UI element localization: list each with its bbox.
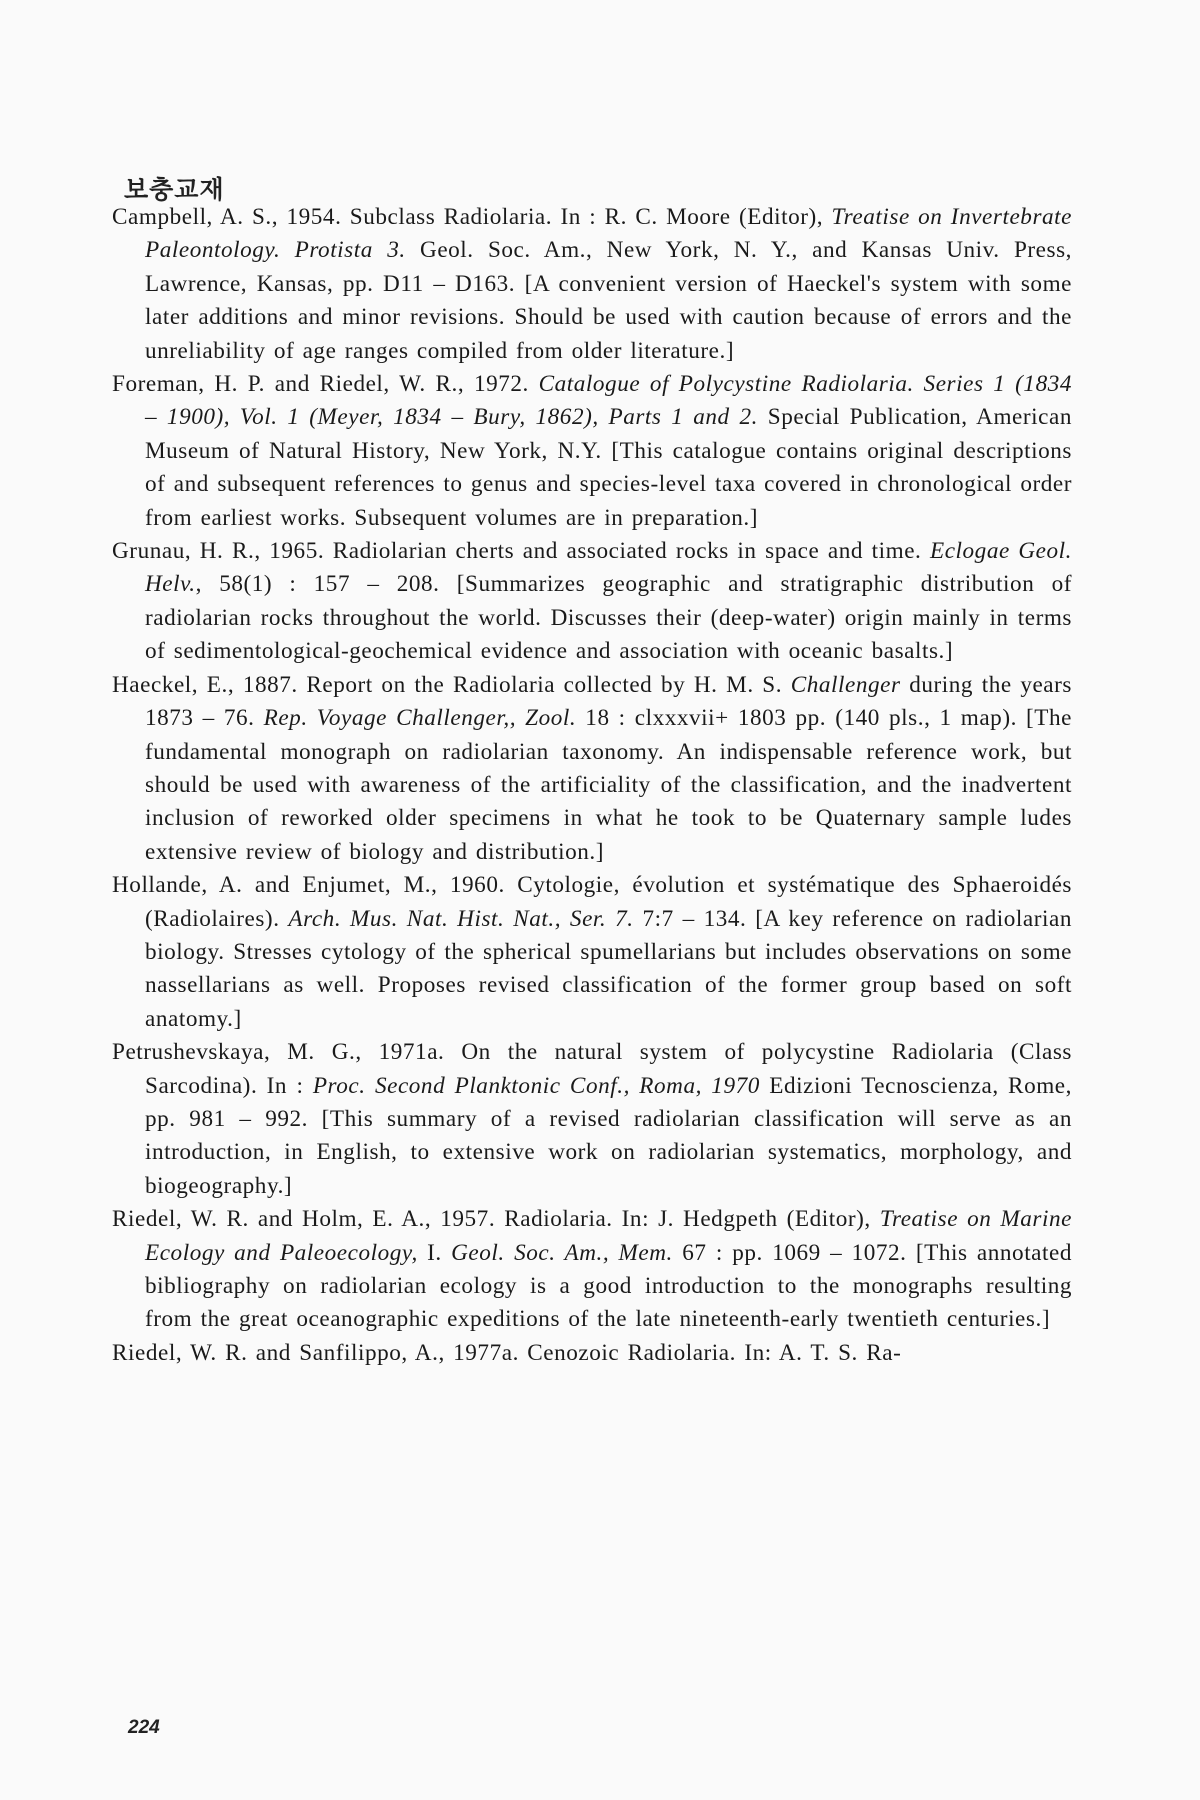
reference-entry (112, 1036, 1072, 1203)
reference-text: , 58(1) : 157 – 208. [Summarizes geographic and stratigraphic distribution of radiolarian rocks throughout the world. Discusses their (deep-water) origin mainly in terms of sedimentological-geochemical evidence and association with oceanic basalts.] (145, 571, 1072, 665)
reference-entry (112, 535, 1072, 669)
reference-entry (112, 1337, 1072, 1370)
reference-entry (112, 669, 1072, 869)
reference-list (112, 201, 1072, 1370)
reference-text: Riedel, W. R. and Sanfilippo, A., 1977a. Cenozoic Radiolaria. In: A. T. S. Ra- (112, 1339, 902, 1366)
reference-text: 67 : pp. 1069 – 1072. [This annotated bibliography on radiolarian ecology is a good introduction to the monographs resulting from the great oceanographic expeditions of the late nineteenth-early twentieth centuries.] (145, 1239, 1072, 1333)
reference-title-italic: Treatise on Invertebrate Paleontology. Protista 3. (145, 204, 1072, 264)
reference-text: Petrushevskaya, M. G., 1971a. On the natural system of polycystine Radiolaria (Class Sarcodina). In : (112, 1039, 1072, 1099)
reference-title-italic: Proc. Second Planktonic Conf., Roma, 1970 (312, 1072, 760, 1099)
reference-text: I. (417, 1239, 452, 1266)
page-number: 224 (128, 1717, 160, 1738)
reference-text: Edizioni Tecnoscienza, Rome, pp. 981 – 992. [This summary of a revised radiolarian classification will serve as an introduction, in English, to extensive work on radiolarian systematics, morphology, and biogeography.] (145, 1072, 1072, 1199)
reference-title-italic: Geol. Soc. Am., Mem. (451, 1239, 673, 1266)
reference-title-italic: Eclogae Geol. Helv. (145, 538, 1072, 598)
reference-text: 18 : clxxxvii+ 1803 pp. (140 pls., 1 map). [The fundamental monograph on radiolarian taxonomy. An indispensable reference work, but should be used with awareness of the artificiality of the classification, and the inadvertent inclusion of reworked older specimens in what he took to be Quaternary sample ludes extensive review of biology and distribution.] (145, 705, 1072, 865)
reference-text: Geol. Soc. Am., New York, N. Y., and Kansas Univ. Press, Lawrence, Kansas, pp. D11 – D163. [A convenient version of Haeckel's system with some later additions and minor revisions. Should be used with caution because of errors and the unreliability of age ranges compiled from older literature.] (145, 237, 1072, 364)
reference-text: during the years 1873 – 76. (145, 671, 1072, 732)
reference-text: Haeckel, E., 1887. Report on the Radiolaria collected by H. M. S. (112, 671, 791, 698)
reference-text: Hollande, A. and Enjumet, M., 1960. Cytologie, évolution et systématique des Sphaeroidés (Radiolaires). (112, 872, 1072, 932)
reference-title-italic: Catalogue of Polycystine Radiolaria. Series 1 (1834 – 1900), Vol. 1 (Meyer, 1834 – Bury, 1862), Parts 1 and 2. (145, 371, 1072, 431)
reference-title-italic: Arch. Mus. Nat. Hist. Nat., Ser. 7. (288, 905, 634, 932)
reference-text: Foreman, H. P. and Riedel, W. R., 1972. (112, 371, 539, 398)
section-title: 보충교재 (124, 175, 225, 204)
reference-text: 7:7 – 134. [A key reference on radiolarian biology. Stresses cytology of the spherical spumellarians but includes observations on some nassellarians as well. Proposes revised classification of the former group based on soft anatomy.] (145, 905, 1073, 1032)
reference-entry (112, 368, 1072, 535)
reference-text: Riedel, W. R. and Holm, E. A., 1957. Radiolaria. In: J. Hedgpeth (Editor), (112, 1206, 880, 1233)
reference-entry (112, 869, 1072, 1036)
reference-title-italic: Rep. Voyage Challenger,, Zool. (263, 705, 577, 732)
reference-text: Special Publication, American Museum of Natural History, New York, N.Y. [This catalogue contains original descriptions of and subsequent references to genus and species-level taxa covered in chronological order from earliest works. Subsequent volumes are in preparation.] (145, 404, 1072, 531)
reference-entry (112, 1203, 1072, 1337)
reference-title-italic: Challenger (790, 671, 901, 698)
reference-entry (112, 201, 1072, 368)
reference-text: Grunau, H. R., 1965. Radiolarian cherts and associated rocks in space and time. (112, 538, 930, 565)
reference-title-italic: Treatise on Marine Ecology and Paleoecology, (145, 1206, 1072, 1266)
reference-text: Campbell, A. S., 1954. Subclass Radiolaria. In : R. C. Moore (Editor), (112, 204, 832, 230)
